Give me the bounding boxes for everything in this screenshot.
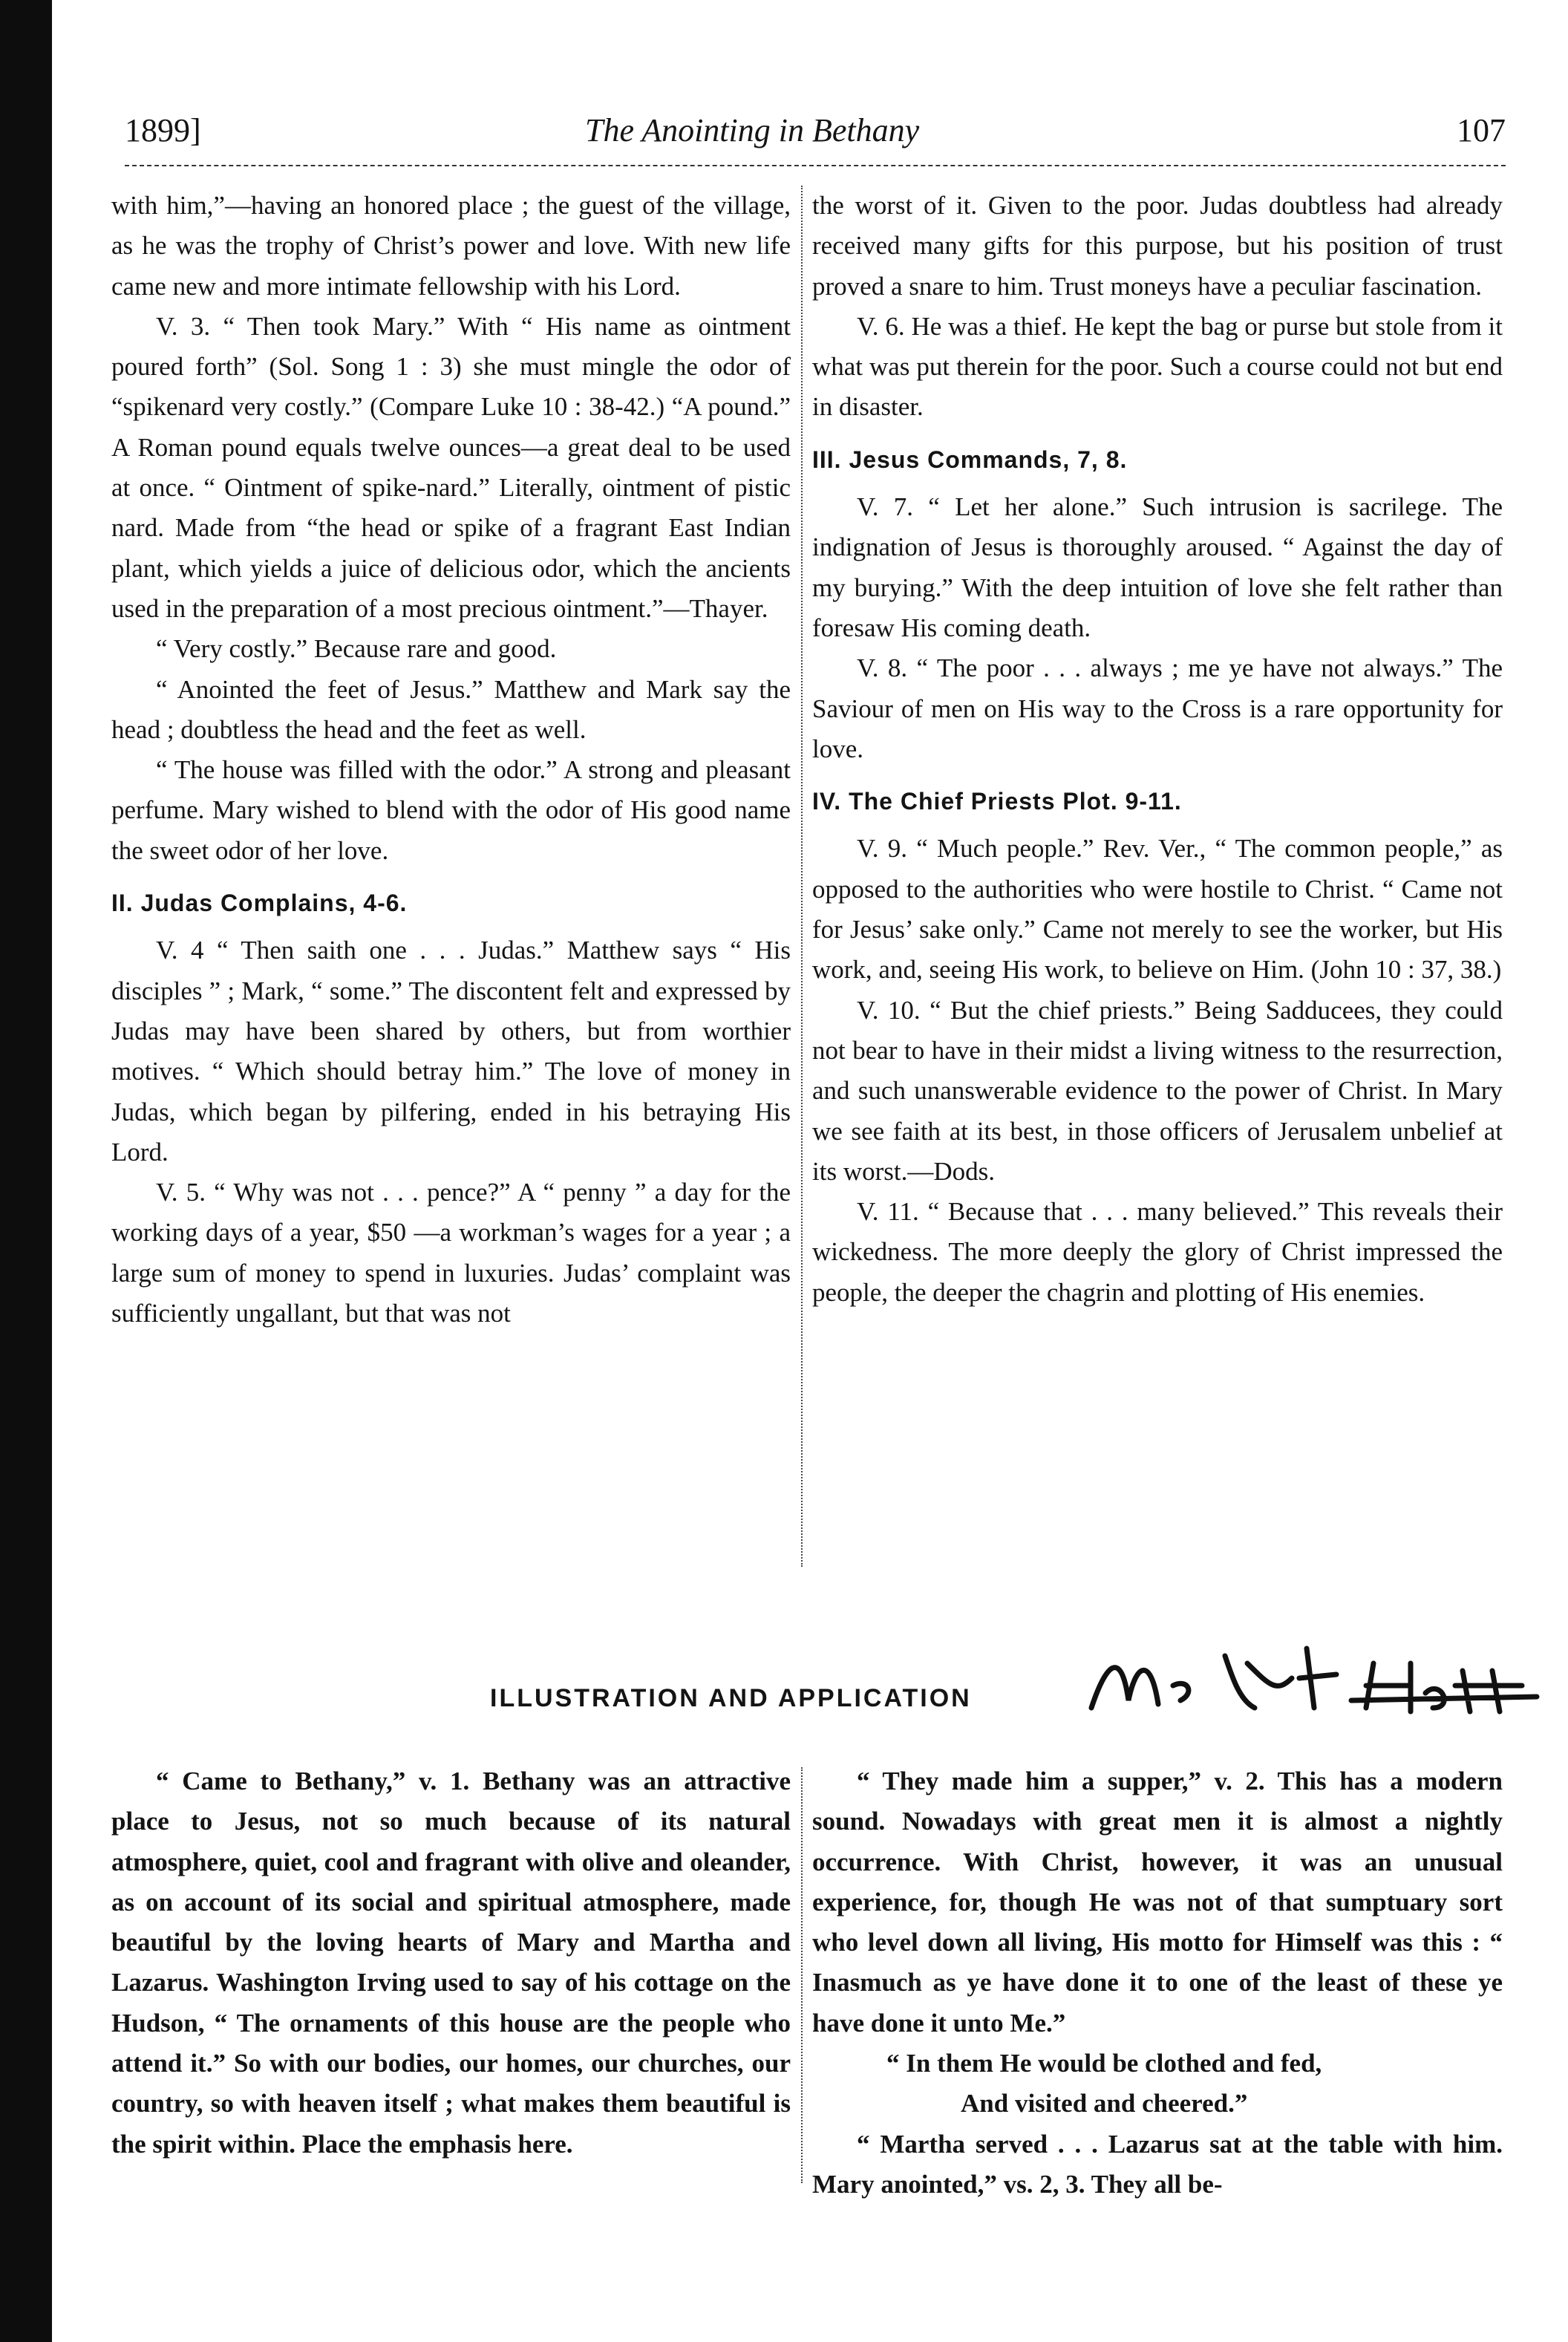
paragraph: V. 4 “ Then saith one . . . Judas.” Matthew says “ His disciples ” ; Mark, “ some.” The discontent felt and expressed by Judas may have been shared by others, but from worthier motives. “ Which should betray him.” The love of money in Judas, which began by pilfering, ended in his betraying His Lord. [111, 936, 791, 1167]
paragraph: V. 8. “ The poor . . . always ; me ye have not always.” The Saviour of men on His way to the Cross is a rare opportunity for love. [812, 653, 1503, 763]
paragraph: “ Very costly.” Because rare and good. [156, 634, 557, 664]
paragraph: V. 10. “ But the chief priests.” Being Sadducees, they could not bear to have in their midst a living witness to the resurrection, and such unanswerable evidence to the power of Christ. In Mary we see faith at its best, in those officers of Jerusalem unbelief at its worst.—Dods. [812, 995, 1503, 1186]
book-spine-shadow [0, 0, 52, 2342]
column-bottom-left [111, 1761, 791, 2165]
paragraph: V. 5. “ Why was not . . . pence?” A “ penny ” a day for the working days of a year, $50 —a workman’s wages for a year ; a large sum of money to spend in luxuries. Judas’ complaint was sufficiently ungallant, but that was not [111, 1178, 791, 1328]
paragraph: V. 6. He was a thief. He kept the bag or purse but stole from it what was put therein for the poor. Such a course could not but end in disaster. [812, 311, 1503, 422]
handwritten-signature [1084, 1634, 1544, 1730]
paragraph: V. 11. “ Because that . . . many believed.” This reveals their wickedness. The more deeply the glory of Christ impressed the people, the deeper the chagrin and plotting of His enemies. [812, 1197, 1503, 1307]
paragraph: “ Came to Bethany,” v. 1. Bethany was an attractive place to Jesus, not so much because of its natural atmosphere, quiet, cool and fragrant with olive and oleander, as on account of its social and spiritual atmosphere, made beautiful by the loving hearts of Mary and Martha and Lazarus. Washington Irving used to say of his cottage on the Hudson, “ The ornaments of this house are the people who attend it.” So with our bodies, our homes, our churches, our country, so with heaven itself ; what makes them beautiful is the spirit within. Place the emphasis here. [111, 1767, 791, 2159]
paragraph: V. 3. “ Then took Mary.” With “ His name as ointment poured forth” (Sol. Song 1 : 3) she must mingle the odor of “spikenard very costly.” (Compare Luke 10 : 38-42.) “A pound.” A Roman pound equals twelve ounces—a great deal to be used at once. “ Ointment of spike-nard.” Literally, ointment of pistic nard. Made from “the head or spike of a fragrant East Indian plant, which yields a juice of delicious odor, which the ancients used in the preparation of a most precious ointment.”—Thayer. [111, 311, 791, 623]
column-top-left [111, 186, 791, 1334]
paragraph: V. 7. “ Let her alone.” Such intrusion is sacrilege. The indignation of Jesus is thoroughly aroused. “ Against the day of my burying.” With the deep intuition of love she felt rather than foresaw His coming death. [812, 492, 1503, 642]
section-heading: IV. The Chief Priests Plot. 9-11. [812, 788, 1182, 815]
section-heading: II. Judas Complains, 4-6. [111, 890, 408, 917]
section-heading: III. Jesus Commands, 7, 8. [812, 446, 1128, 473]
column-top-right [812, 186, 1503, 1313]
folio-left: 1899] [125, 112, 201, 149]
section-title: ILLUSTRATION AND APPLICATION [490, 1684, 972, 1712]
page-number: 107 [1457, 112, 1506, 149]
paragraph: “ Martha served . . . Lazarus sat at the table with him. Mary anointed,” vs. 2, 3. They all be- [812, 2129, 1503, 2199]
header-rule [125, 165, 1506, 166]
column-bottom-right [812, 1761, 1503, 2205]
paragraph: “ They made him a supper,” v. 2. This has a modern sound. Nowadays with great men it is almost a nightly occurrence. With Christ, however, it was an unusual experience, for, though He was not of that sumptuary sort who level down all living, His motto for Himself was this : “ Inasmuch as ye have done it to one of the least of these ye have done it unto Me.” [812, 1767, 1503, 2038]
running-header [125, 111, 1506, 156]
paragraph: the worst of it. Given to the poor. Judas doubtless had already received many gifts for this purpose, but his position of trust proved a snare to him. Trust moneys have a peculiar fascination. [812, 191, 1503, 301]
verse-line: And visited and cheered.” [961, 2089, 1248, 2118]
running-title: The Anointing in Bethany [585, 112, 920, 149]
column-divider [801, 186, 803, 1567]
paragraph: “ The house was filled with the odor.” A strong and pleasant perfume. Mary wished to blend with the odor of His good name the sweet odor of her love. [111, 755, 791, 865]
paragraph: V. 9. “ Much people.” Rev. Ver., “ The common people,” as opposed to the authorities who were hostile to Christ. “ Came not for Jesus’ sake only.” Came not merely to see the worker, but His work, and, seeing His work, to believe on Him. (John 10 : 37, 38.) [812, 834, 1503, 985]
paragraph: with him,”—having an honored place ; the guest of the village, as he was the trophy of Christ’s power and love. With new life came new and more intimate fellowship with his Lord. [111, 191, 791, 301]
verse-line: “ In them He would be clothed and fed, [886, 2049, 1322, 2078]
paragraph: “ Anointed the feet of Jesus.” Matthew and Mark say the head ; doubtless the head and the feet as well. [111, 674, 791, 744]
column-divider-bottom [801, 1767, 803, 2183]
